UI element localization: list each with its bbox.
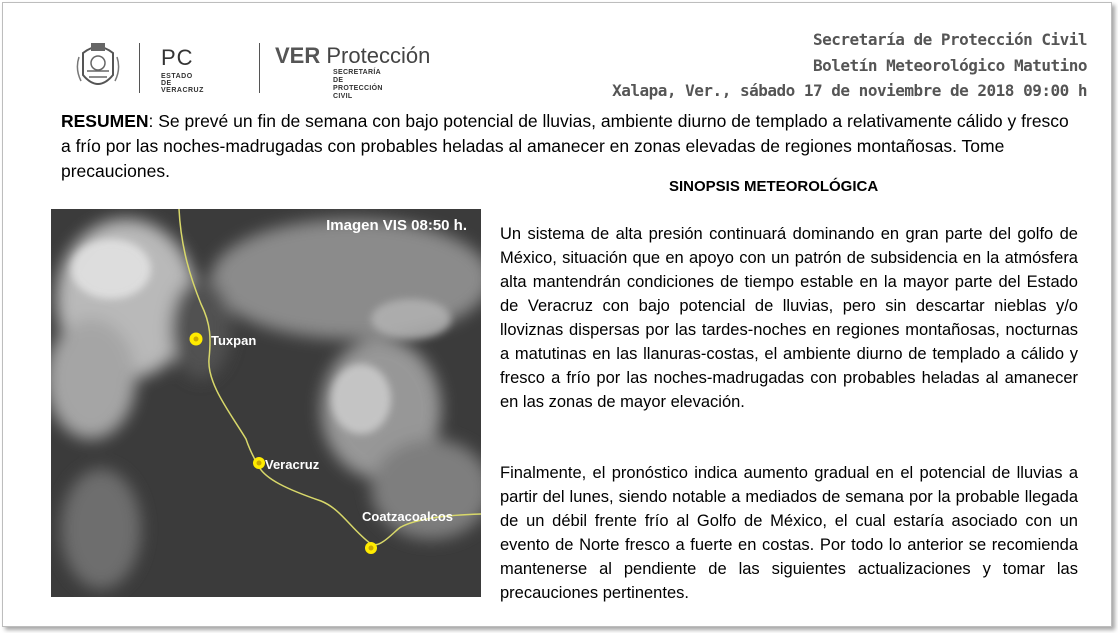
- summary-text: : Se prevé un fin de semana con bajo potencial de lluvias, ambiente diurno de templado a relativamente cálido y fresco a frío por las noches-madrugadas con probables heladas al amanecer en zonas elevadas de regiones montañosas. Tome precauciones.: [61, 111, 1069, 181]
- pc-logo-subtitle: ESTADO DE VERACRUZ: [161, 73, 204, 94]
- header-agency: Secretaría de Protección Civil: [813, 30, 1087, 49]
- ver-logo-subtitle-line1: SECRETARÍA DE: [333, 69, 381, 84]
- header-bulletin-title: Boletín Meteorológico Matutino: [813, 56, 1087, 75]
- synopsis-paragraph-1: Un sistema de alta presión continuará dominando en gran parte del golfo de México, situación que en apoyo con un patrón de subsidencia en la atmósfera alta mantendrán condiciones de tiempo estable en la mayor parte del Estado de Veracruz con bajo potencial de lluvias, pero sin descartar nieblas y/o lloviznas dispersas por las tardes-noches en regiones montañosas, nocturnas a matutinas en las llanuras-costas, el ambiente diurno de templado a cálido y fresco a frío por las noches-madrugadas con probables heladas al amanecer en las zonas de mayor elevación.: [500, 225, 1078, 411]
- summary-paragraph: [61, 109, 1081, 184]
- ver-logo-subtitle-line2: PROTECCIÓN CIVIL: [333, 85, 383, 100]
- ver-logo-bold: VER: [275, 43, 321, 68]
- satellite-visible-image: [51, 209, 481, 597]
- bulletin-page: [2, 2, 1112, 627]
- ver-logo-rest: Protección: [320, 43, 431, 68]
- satellite-image: [51, 209, 481, 597]
- city-label-coatzacoalcos: Coatzacoalcos: [362, 509, 454, 524]
- satellite-caption: Imagen VIS 08:50 h.: [326, 217, 467, 234]
- header-date: Xalapa, Ver., sábado 17 de noviembre de 2018 09:00 h: [612, 81, 1087, 100]
- logo-divider: [139, 43, 140, 93]
- synopsis-paragraph-2: Finalmente, el pronóstico indica aumento gradual en el potencial de lluvias a partir del lunes, siendo notable a mediados de semana por la probable llegada de un débil frente frío al Golfo de México, el cual estaría asociado con un evento de Norte fresco a fuerte en costas. Por todo lo anterior se recomienda mantenerse al pendiente de las siguientes actualizaciones y tomar las precauciones pertinentes.: [500, 464, 1078, 602]
- city-label-tuxpan: Tuxpan: [211, 333, 257, 348]
- synopsis-title: SINOPSIS METEOROLÓGICA: [669, 178, 879, 195]
- summary-label: RESUMEN: [61, 111, 149, 131]
- logo-divider: [259, 43, 260, 93]
- state-seal-logo: [75, 39, 121, 95]
- pc-logo-text: PC: [161, 45, 194, 70]
- city-label-veracruz: Veracruz: [265, 457, 320, 472]
- ver-logo-subtitle: [333, 69, 383, 101]
- ver-proteccion-logo: [275, 43, 430, 69]
